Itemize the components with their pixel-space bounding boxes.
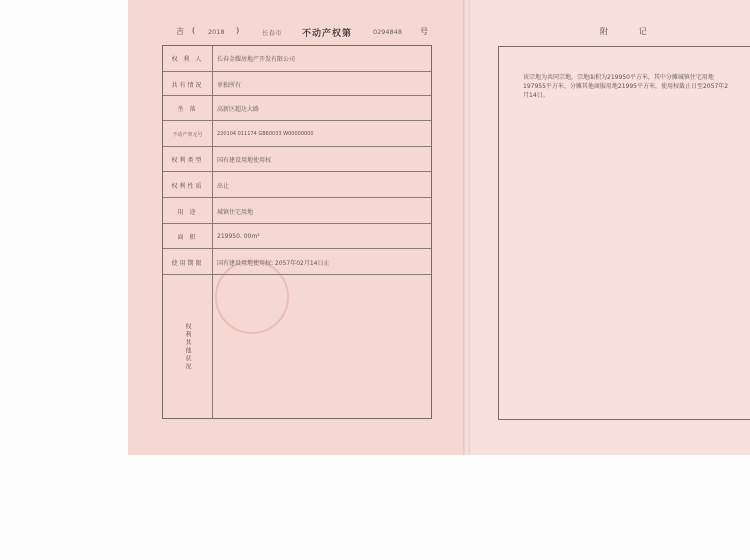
header-city: 长春市 — [262, 29, 282, 37]
table-row — [163, 197, 431, 224]
row-label: 权利类型 — [163, 147, 213, 172]
header-year-open: ( — [192, 26, 196, 35]
header-doc-kind: 不动产权第 — [302, 29, 353, 39]
row-label — [163, 275, 213, 419]
remarks-title: 附 记 — [600, 27, 661, 36]
row-label: 权利性质 — [163, 172, 213, 198]
header-serial: 0294848 — [373, 28, 402, 36]
remarks-box — [498, 46, 750, 420]
table-row — [163, 71, 431, 96]
row-label: 坐 落 — [163, 96, 213, 121]
row-value: 出让 — [217, 182, 230, 190]
row-value: 单独所有 — [217, 81, 242, 89]
header-suffix: 号 — [420, 27, 428, 36]
row-value: 国有建设用地使用权: 2057年02月14日止 — [217, 259, 330, 267]
book-spine — [463, 0, 470, 455]
row-label: 权 利 人 — [163, 46, 213, 71]
row-value: 219950. 00m² — [217, 233, 260, 240]
header-year: 2018 — [208, 28, 225, 36]
row-label: 用 途 — [163, 198, 213, 224]
table-row — [163, 46, 431, 71]
row-value: 220104 011174 GB60033 W00000000 — [217, 131, 314, 137]
header-year-close: ) — [236, 26, 240, 35]
table-row — [163, 248, 431, 275]
table-row — [163, 223, 431, 249]
table-row — [163, 274, 431, 419]
table-row — [163, 95, 431, 121]
table-row — [163, 120, 431, 147]
remark-label: 权利其他状况 — [184, 323, 191, 371]
row-label: 不动产单元号 — [163, 121, 213, 147]
row-label: 共有情况 — [163, 72, 213, 96]
row-label: 面 积 — [163, 224, 213, 249]
rights-table — [162, 45, 432, 419]
row-value: 高新区超达大路 — [217, 106, 260, 113]
header-prefix: 吉 — [176, 27, 184, 36]
table-row — [163, 171, 431, 198]
row-value: 国有建设用地使用权 — [217, 157, 272, 164]
row-value: 长春金耀房地产开发有限公司 — [217, 56, 296, 63]
row-label: 使用期限 — [163, 249, 213, 275]
remarks-text: 该宗地为共同宗地，宗地面积为219950平方米，其中分摊城镇住宅用地197955平方米，分摊其他商服用地21995平方米，使用权截止日至2057年2月14日。 — [523, 74, 729, 99]
row-value: 城镇住宅用地 — [217, 208, 254, 216]
table-row — [163, 146, 431, 172]
